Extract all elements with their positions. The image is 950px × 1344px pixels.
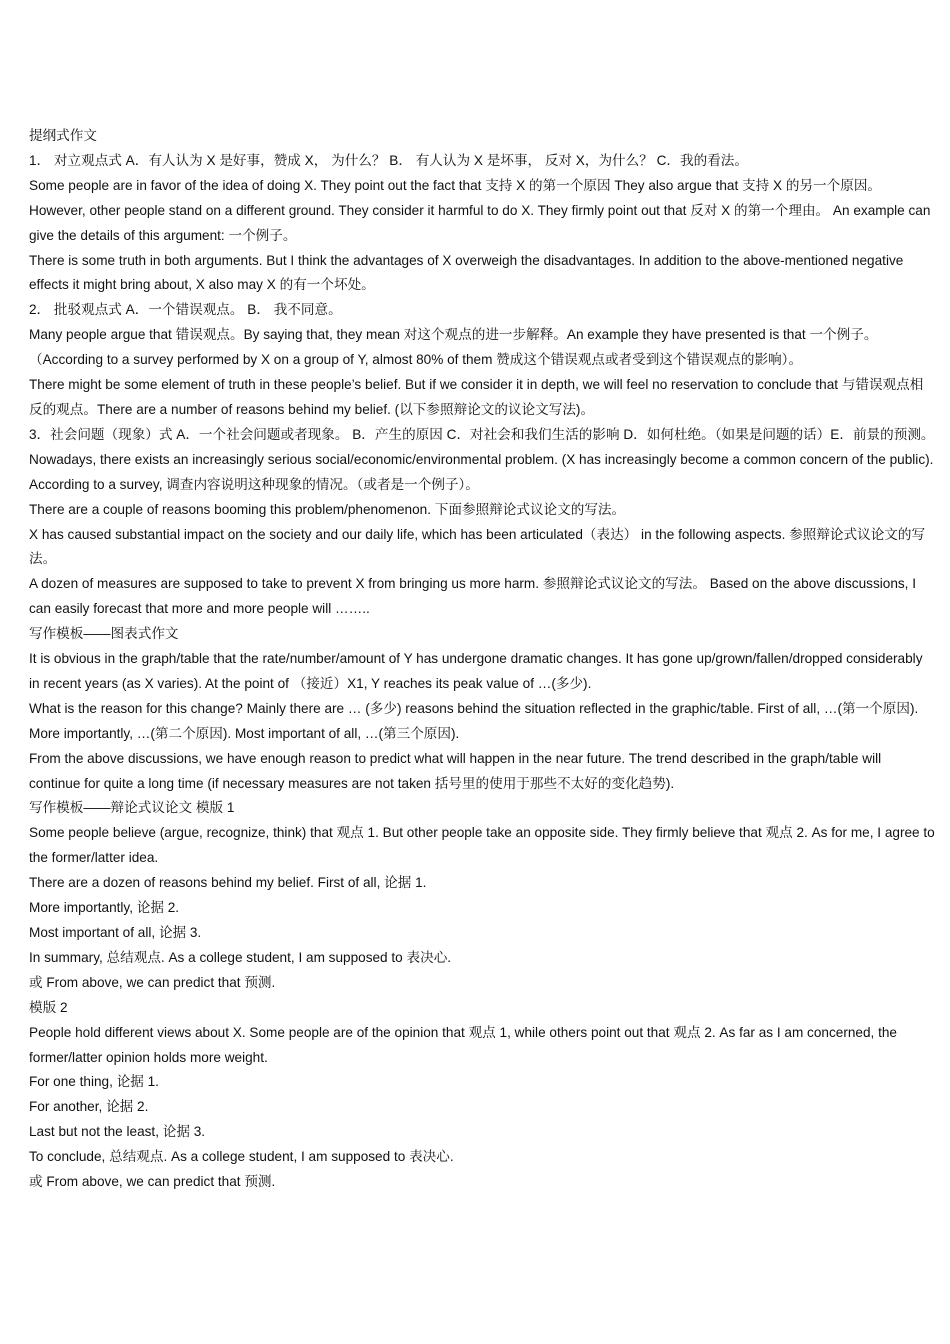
document-line: There is some truth in both arguments. But I think the advantages of X overweigh the disadvantages. In addition to the above-mentioned negative effects it might bring about, X also may X 的有一个坏处。: [29, 252, 904, 293]
document-line: There are a dozen of reasons behind my belief. First of all, 论据 1.: [29, 875, 427, 891]
document-line: People hold different views about X. Some people are of the opinion that 观点 1, while others point out that 观点 2. As far as I am concerned, the former/latter opinion holds more weight.: [29, 1024, 897, 1065]
document-line: 1． 对立观点式 A．有人认为 X 是好事，赞成 X， 为什么？ B． 有人认为 X 是坏事， 反对 X，为什么？ C．我的看法。: [29, 152, 748, 168]
document-line: 模版 2: [29, 999, 68, 1015]
document-line: 3．社会问题（现象）式 A．一个社会问题或者现象。 B．产生的原因 C．对社会和我们生活的影响 D．如何杜绝。（如果是问题的话）E．前景的预测。: [29, 426, 935, 442]
document-line: It is obvious in the graph/table that the rate/number/amount of Y has undergone dramatic changes. It has gone up/grown/fallen/dropped considerably in recent years (as X varies). At the point of （接近）X1, Y reaches its peak value of …(多少).: [29, 651, 923, 691]
document-line: Last but not the least, 论据 3.: [29, 1124, 206, 1140]
document-line: 或 From above, we can predict that 预测.: [29, 974, 276, 990]
document-line: Nowadays, there exists an increasingly serious social/economic/environmental problem. (X has increasingly become a common concern of the public). According to a survey, 调查内容说明这种现象的情况。（或者是一个例子）。: [29, 451, 934, 492]
document-line: More importantly, 论据 2.: [29, 900, 180, 916]
document-line: For another, 论据 2.: [29, 1099, 149, 1115]
document-line: 2． 批驳观点式 A．一个错误观点。 B． 我不同意。: [29, 302, 342, 318]
document-line: However, other people stand on a different ground. They consider it harmful to do X. They firmly point out that 反对 X 的第一个理由。 An example can give the details of this argument: 一个例子。: [29, 202, 931, 243]
document-line: 写作模板——图表式作文: [29, 626, 179, 642]
document-line: What is the reason for this change? Mainly there are … (多少) reasons behind the situation reflected in the graphic/table. First of all, …(第一个原因). More importantly, …(第二个原因). Most important of all, …(第三个原因).: [29, 700, 919, 741]
document-line: From the above discussions, we have enough reason to predict what will happen in the near future. The trend described in the graph/table will continue for quite a long time (if necessary measures are not taken 括号里的使用于那些不太好的变化趋势).: [29, 750, 882, 791]
document-line: There are a couple of reasons booming this problem/phenomenon. 下面参照辩论式议论文的写法。: [29, 501, 626, 517]
document-line: Some people believe (argue, recognize, think) that 观点 1. But other people take an opposite side. They firmly believe that 观点 2. As for me, I agree to the former/latter idea.: [29, 825, 935, 866]
document-line: There might be some element of truth in these people’s belief. But if we consider it in depth, we will feel no reservation to conclude that 与错误观点相反的观点。There are a number of reasons behind my belief. (以下参照辩论文的议论文写法)。: [29, 377, 924, 417]
document-line: A dozen of measures are supposed to take to prevent X from bringing us more harm. 参照辩论式议论文的写法。 Based on the above discussions, I can easily forecast that more and more people will ……..: [29, 576, 917, 617]
document-line: Many people argue that 错误观点。By saying that, they mean 对这个观点的进一步解释。An example they have presented is that 一个例子。（According to a survey performed by X on a group of Y, almost 80% of them 赞成这个错误观点或者受到这个错误观点的影响）。: [29, 327, 878, 368]
document-line: 提纲式作文: [29, 128, 97, 143]
document-line: In summary, 总结观点. As a college student, I am supposed to 表决心.: [29, 949, 452, 965]
document-line: Most important of all, 论据 3.: [29, 925, 202, 940]
document-line: To conclude, 总结观点. As a college student, I am supposed to 表决心.: [29, 1149, 454, 1165]
document-line: 或 From above, we can predict that 预测.: [29, 1174, 276, 1190]
document-line: For one thing, 论据 1.: [29, 1074, 159, 1090]
document-line: X has caused substantial impact on the society and our daily life, which has been articulated（表达） in the following aspects. 参照辩论式议论文的写法。: [29, 526, 926, 567]
document-line: 写作模板——辩论式议论文 模版 1: [29, 800, 235, 816]
document-body: [29, 124, 935, 1195]
document-line: Some people are in favor of the idea of doing X. They point out the fact that 支持 X 的第一个原因 They also argue that 支持 X 的另一个原因。: [29, 177, 882, 193]
